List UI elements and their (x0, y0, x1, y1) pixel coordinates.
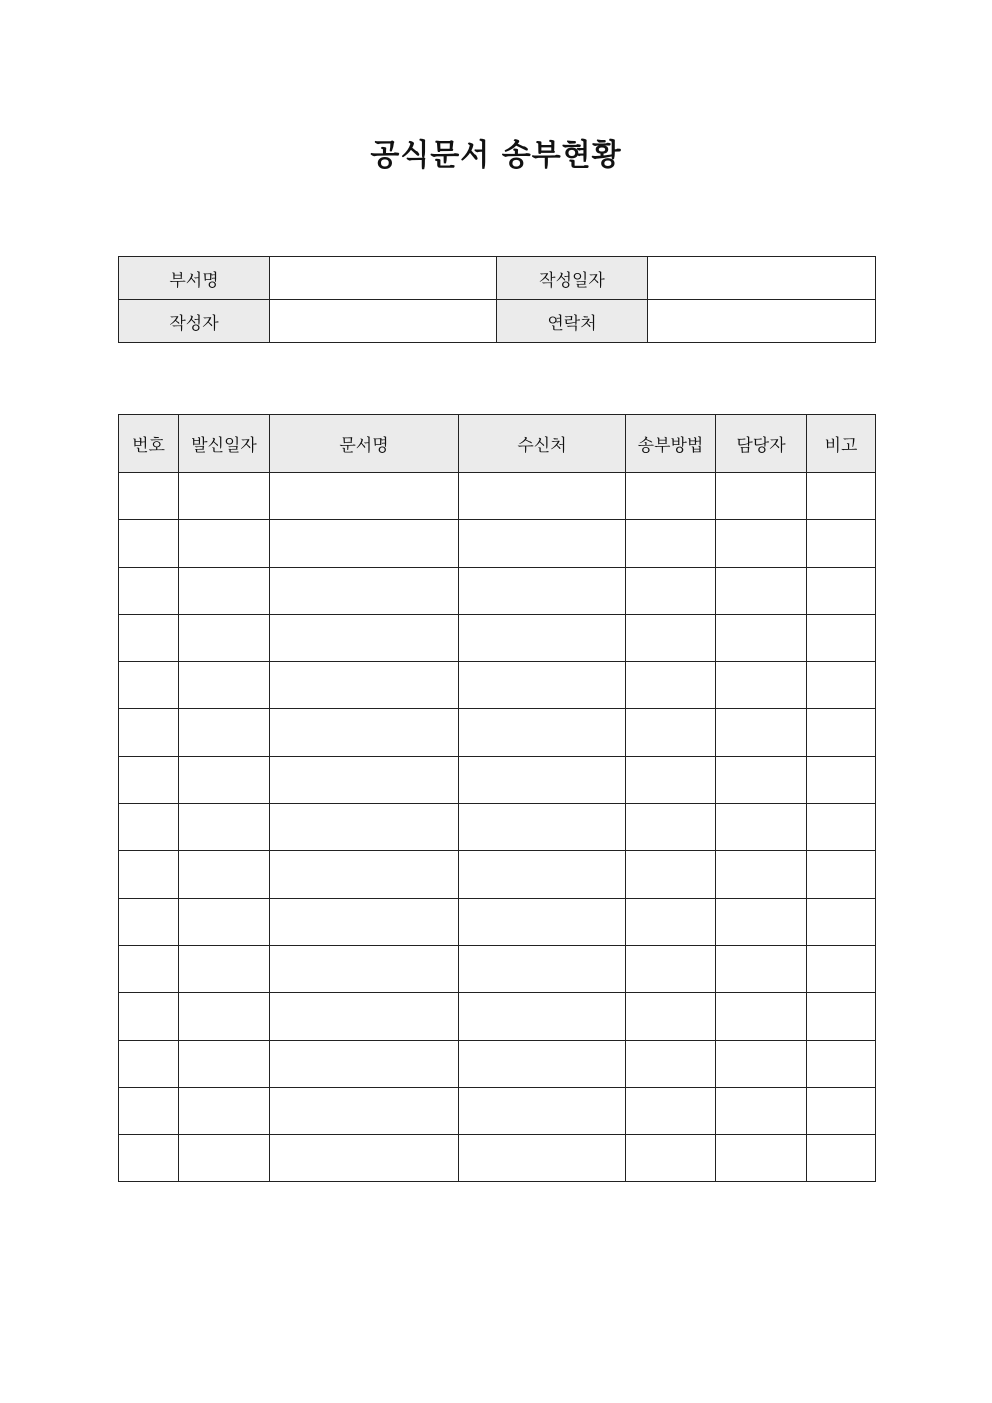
column-header-document-name: 문서명 (270, 415, 459, 473)
table-header-row (119, 415, 876, 473)
delivery-method-cell[interactable] (626, 898, 716, 945)
recipient-cell[interactable] (459, 1135, 626, 1182)
remarks-cell[interactable] (807, 945, 876, 992)
remarks-cell[interactable] (807, 709, 876, 756)
document-name-cell[interactable] (270, 567, 459, 614)
send-date-cell[interactable] (179, 662, 270, 709)
number-cell[interactable] (119, 614, 179, 661)
number-cell[interactable] (119, 945, 179, 992)
contact-field[interactable] (648, 300, 876, 343)
send-date-cell[interactable] (179, 520, 270, 567)
person-in-charge-cell[interactable] (716, 662, 807, 709)
send-date-cell[interactable] (179, 756, 270, 803)
document-name-cell[interactable] (270, 709, 459, 756)
delivery-method-cell[interactable] (626, 473, 716, 520)
remarks-cell[interactable] (807, 662, 876, 709)
column-header-send-date: 발신일자 (179, 415, 270, 473)
delivery-method-cell[interactable] (626, 614, 716, 661)
delivery-method-cell[interactable] (626, 1040, 716, 1087)
document-name-cell[interactable] (270, 473, 459, 520)
person-in-charge-cell[interactable] (716, 1135, 807, 1182)
person-in-charge-cell[interactable] (716, 520, 807, 567)
send-date-cell[interactable] (179, 567, 270, 614)
recipient-cell[interactable] (459, 756, 626, 803)
number-cell[interactable] (119, 1087, 179, 1134)
document-name-cell[interactable] (270, 804, 459, 851)
column-header-recipient: 수신처 (459, 415, 626, 473)
remarks-cell[interactable] (807, 898, 876, 945)
document-name-cell[interactable] (270, 756, 459, 803)
document-name-cell[interactable] (270, 662, 459, 709)
column-header-number: 번호 (119, 415, 179, 473)
number-cell[interactable] (119, 756, 179, 803)
table-row (119, 473, 876, 520)
delivery-method-cell[interactable] (626, 993, 716, 1040)
delivery-method-cell[interactable] (626, 520, 716, 567)
recipient-cell[interactable] (459, 662, 626, 709)
document-name-cell[interactable] (270, 851, 459, 898)
number-cell[interactable] (119, 662, 179, 709)
person-in-charge-cell[interactable] (716, 804, 807, 851)
number-cell[interactable] (119, 898, 179, 945)
send-date-cell[interactable] (179, 851, 270, 898)
remarks-cell[interactable] (807, 851, 876, 898)
table-row (119, 898, 876, 945)
remarks-cell[interactable] (807, 993, 876, 1040)
delivery-method-cell[interactable] (626, 804, 716, 851)
date-label: 작성일자 (497, 257, 648, 300)
document-name-cell[interactable] (270, 1135, 459, 1182)
table-row (119, 614, 876, 661)
send-date-cell[interactable] (179, 614, 270, 661)
person-in-charge-cell[interactable] (716, 473, 807, 520)
number-cell[interactable] (119, 1135, 179, 1182)
document-name-cell[interactable] (270, 898, 459, 945)
table-row (119, 709, 876, 756)
remarks-cell[interactable] (807, 756, 876, 803)
document-name-cell[interactable] (270, 945, 459, 992)
send-date-cell[interactable] (179, 709, 270, 756)
send-date-cell[interactable] (179, 804, 270, 851)
remarks-cell[interactable] (807, 567, 876, 614)
send-date-cell[interactable] (179, 473, 270, 520)
table-row (119, 756, 876, 803)
send-date-cell[interactable] (179, 1135, 270, 1182)
dispatch-log-table (118, 414, 876, 1182)
person-in-charge-cell[interactable] (716, 1087, 807, 1134)
remarks-cell[interactable] (807, 614, 876, 661)
person-in-charge-cell[interactable] (716, 1040, 807, 1087)
table-body (119, 473, 876, 1182)
send-date-cell[interactable] (179, 898, 270, 945)
send-date-cell[interactable] (179, 945, 270, 992)
person-in-charge-cell[interactable] (716, 993, 807, 1040)
number-cell[interactable] (119, 567, 179, 614)
column-header-remarks: 비고 (807, 415, 876, 473)
page-title: 공식문서 송부현황 (370, 138, 622, 173)
remarks-cell[interactable] (807, 1135, 876, 1182)
recipient-cell[interactable] (459, 1087, 626, 1134)
author-label: 작성자 (119, 300, 270, 343)
person-in-charge-cell[interactable] (716, 614, 807, 661)
number-cell[interactable] (119, 993, 179, 1040)
recipient-cell[interactable] (459, 804, 626, 851)
send-date-cell[interactable] (179, 1040, 270, 1087)
recipient-cell[interactable] (459, 1040, 626, 1087)
delivery-method-cell[interactable] (626, 662, 716, 709)
table-row (119, 1087, 876, 1134)
number-cell[interactable] (119, 473, 179, 520)
remarks-cell[interactable] (807, 520, 876, 567)
number-cell[interactable] (119, 851, 179, 898)
contact-label: 연락처 (497, 300, 648, 343)
recipient-cell[interactable] (459, 945, 626, 992)
department-field[interactable] (270, 257, 497, 300)
person-in-charge-cell[interactable] (716, 709, 807, 756)
number-cell[interactable] (119, 709, 179, 756)
date-field[interactable] (648, 257, 876, 300)
recipient-cell[interactable] (459, 520, 626, 567)
table-row (119, 945, 876, 992)
person-in-charge-cell[interactable] (716, 851, 807, 898)
info-row (119, 257, 876, 300)
recipient-cell[interactable] (459, 567, 626, 614)
number-cell[interactable] (119, 1040, 179, 1087)
person-in-charge-cell[interactable] (716, 945, 807, 992)
document-name-cell[interactable] (270, 520, 459, 567)
number-cell[interactable] (119, 804, 179, 851)
table-row (119, 1135, 876, 1182)
delivery-method-cell[interactable] (626, 851, 716, 898)
info-row (119, 300, 876, 343)
info-table (118, 256, 876, 343)
send-date-cell[interactable] (179, 993, 270, 1040)
number-cell[interactable] (119, 520, 179, 567)
recipient-cell[interactable] (459, 473, 626, 520)
delivery-method-cell[interactable] (626, 1087, 716, 1134)
table-row (119, 520, 876, 567)
recipient-cell[interactable] (459, 993, 626, 1040)
table-row (119, 1040, 876, 1087)
recipient-cell[interactable] (459, 614, 626, 661)
delivery-method-cell[interactable] (626, 945, 716, 992)
remarks-cell[interactable] (807, 1087, 876, 1134)
document-name-cell[interactable] (270, 1040, 459, 1087)
document-name-cell[interactable] (270, 614, 459, 661)
column-header-delivery-method: 송부방법 (626, 415, 716, 473)
department-label: 부서명 (119, 257, 270, 300)
recipient-cell[interactable] (459, 851, 626, 898)
delivery-method-cell[interactable] (626, 756, 716, 803)
remarks-cell[interactable] (807, 1040, 876, 1087)
column-header-person-in-charge: 담당자 (716, 415, 807, 473)
person-in-charge-cell[interactable] (716, 898, 807, 945)
person-in-charge-cell[interactable] (716, 567, 807, 614)
remarks-cell[interactable] (807, 804, 876, 851)
send-date-cell[interactable] (179, 1087, 270, 1134)
delivery-method-cell[interactable] (626, 567, 716, 614)
person-in-charge-cell[interactable] (716, 756, 807, 803)
table-row (119, 662, 876, 709)
recipient-cell[interactable] (459, 709, 626, 756)
recipient-cell[interactable] (459, 898, 626, 945)
table-row (119, 993, 876, 1040)
author-field[interactable] (270, 300, 497, 343)
delivery-method-cell[interactable] (626, 1135, 716, 1182)
document-name-cell[interactable] (270, 993, 459, 1040)
delivery-method-cell[interactable] (626, 709, 716, 756)
table-row (119, 851, 876, 898)
document-name-cell[interactable] (270, 1087, 459, 1134)
table-row (119, 804, 876, 851)
remarks-cell[interactable] (807, 473, 876, 520)
table-row (119, 567, 876, 614)
